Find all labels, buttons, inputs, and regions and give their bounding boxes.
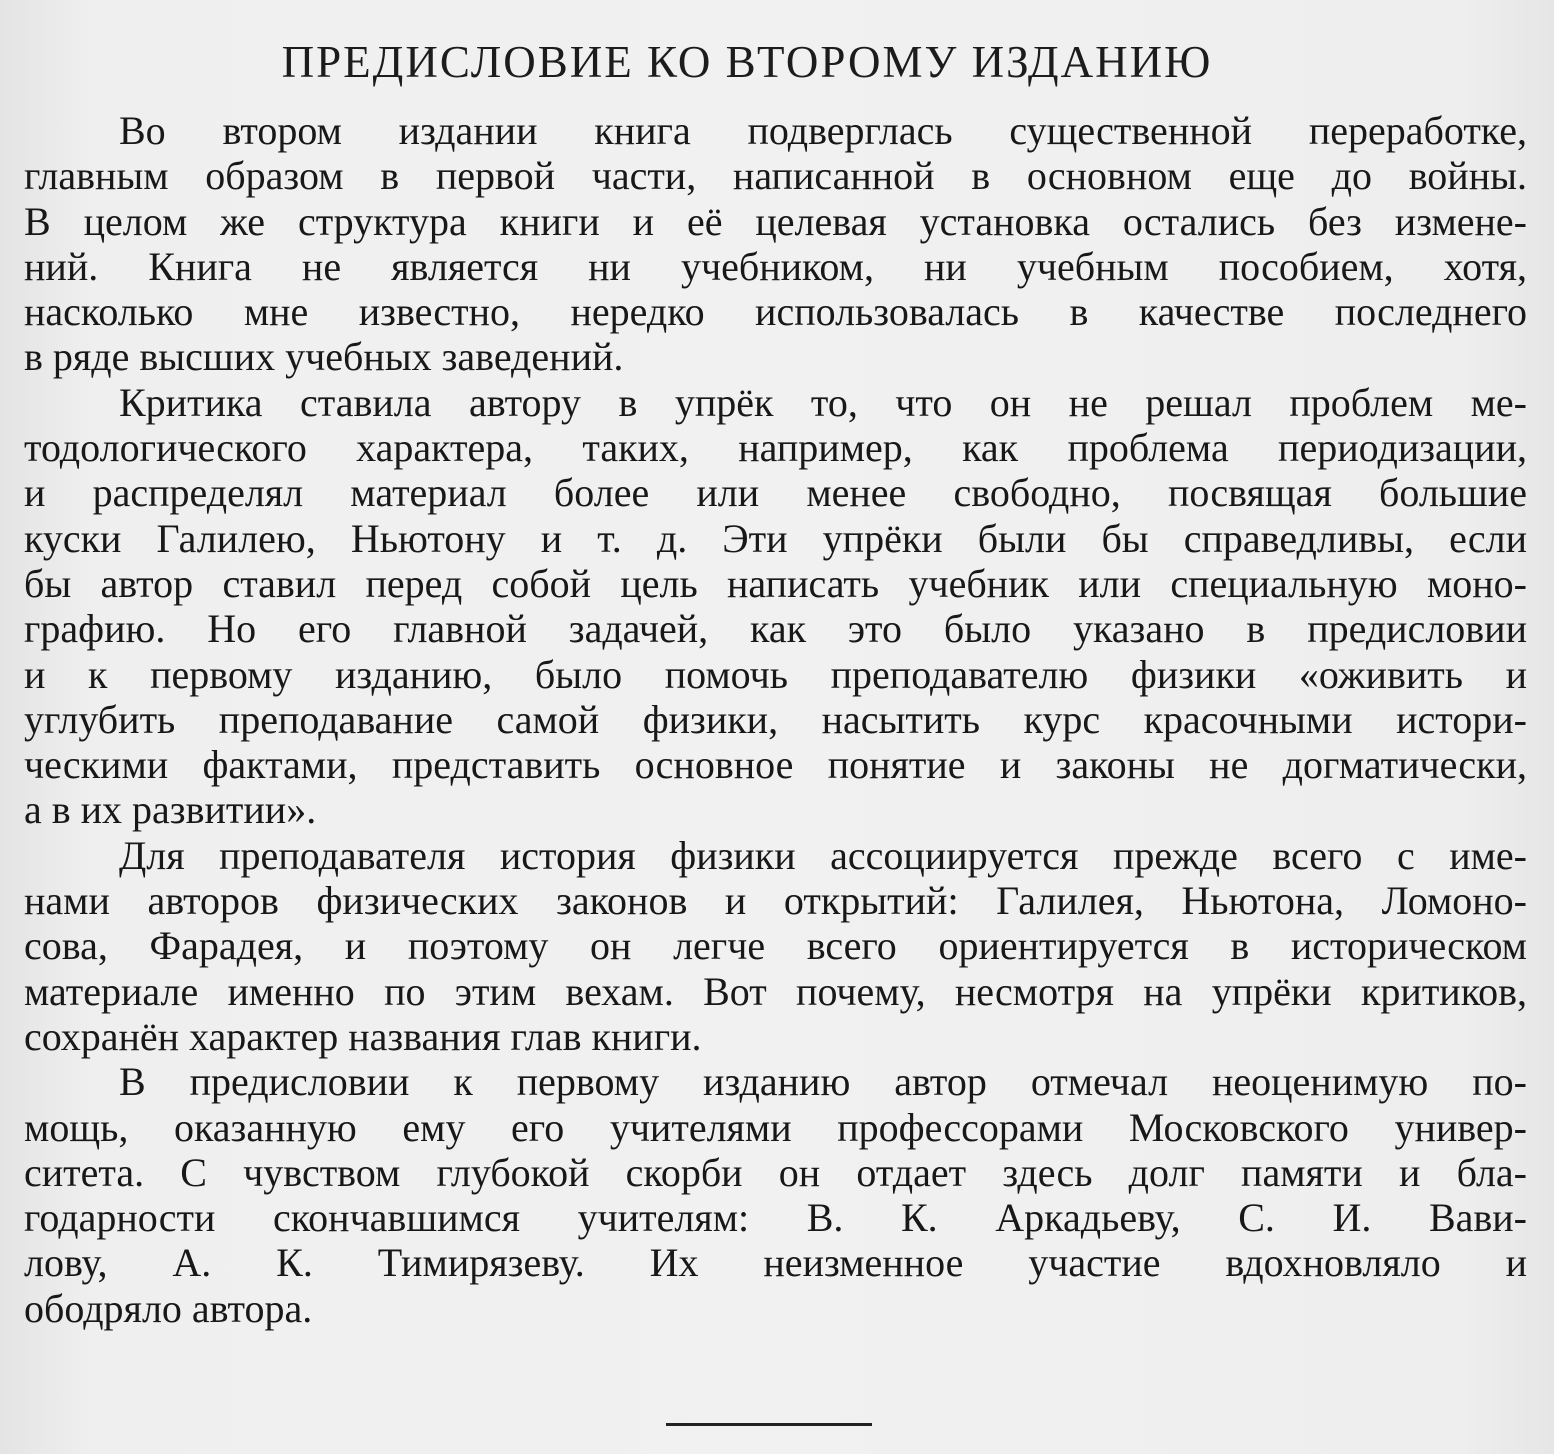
text-line: тодологического характера, таких, например, как проблема периодизации, [24, 425, 1527, 471]
text-line: годарности скончавшимся учителям: В. К. Аркадьеву, С. И. Вави- [24, 1195, 1527, 1241]
text-line: а в их развитии». [24, 787, 317, 833]
text-line: лову, А. К. Тимирязеву. Их неизменное участие вдохновляло и [24, 1240, 1527, 1286]
paragraph-3 [24, 833, 1527, 1059]
text-line: куски Галилею, Ньютону и т. д. Эти упрёки были бы справедливы, если [24, 515, 1527, 561]
text-line: ческими фактами, представить основное понятие и законы не догматически, [24, 742, 1527, 788]
preface-body [24, 108, 1527, 1331]
text-line: ситета. С чувством глубокой скорби он отдает здесь долг памяти и бла- [24, 1149, 1527, 1195]
text-line: мощь, оказанную ему его учителями профессорами Московского универ- [24, 1104, 1527, 1150]
paragraph-2 [24, 380, 1527, 833]
text-line: В предисловии к первому изданию автор отмечал неоценимую по- [119, 1059, 1527, 1105]
text-line: углубить преподавание самой физики, насытить курс красочными истори- [24, 696, 1527, 742]
text-line: Критика ставила автору в упрёк то, что он не решал проблем ме- [119, 379, 1527, 425]
text-line: и к первому изданию, было помочь преподавателю физики «оживить и [24, 651, 1527, 697]
text-line: ободряло автора. [24, 1285, 313, 1331]
paragraph-4 [24, 1059, 1527, 1331]
text-line: ний. Книга не является ни учебником, ни учебным пособием, хотя, [24, 243, 1527, 289]
text-line: сова, Фарадея, и поэтому он легче всего ориентируется в историческом [24, 923, 1527, 969]
text-line: и распределял материал более или менее свободно, посвящая большие [24, 470, 1527, 516]
page-title: ПРЕДИСЛОВИЕ КО ВТОРОМУ ИЗДАНИЮ [281, 37, 1213, 87]
text-line: в ряде высших учебных заведений. [24, 334, 624, 380]
text-line: сохранён характер названия глав книги. [24, 1013, 702, 1059]
text-line: графию. Но его главной задачей, как это было указано в предисловии [24, 606, 1527, 652]
paragraph-1 [24, 108, 1527, 380]
text-line: нами авторов физических законов и открытий: Галилея, Ньютона, Ломоно- [24, 878, 1527, 924]
text-line: бы автор ставил перед собой цель написать учебник или специальную моно- [24, 560, 1527, 606]
text-line: Для преподавателя история физики ассоциируется прежде всего с име- [119, 832, 1527, 878]
text-line: главным образом в первой части, написанной в основном еще до войны. [24, 153, 1527, 199]
closing-rule [666, 1423, 872, 1426]
text-line: В целом же структура книги и её целевая установка остались без измене- [24, 198, 1527, 244]
text-line: материале именно по этим вехам. Вот почему, несмотря на упрёки критиков, [24, 968, 1527, 1014]
text-line: Во втором издании книга подверглась существенной переработке, [119, 108, 1527, 153]
text-line: насколько мне известно, нередко использовалась в качестве последнего [24, 289, 1527, 335]
